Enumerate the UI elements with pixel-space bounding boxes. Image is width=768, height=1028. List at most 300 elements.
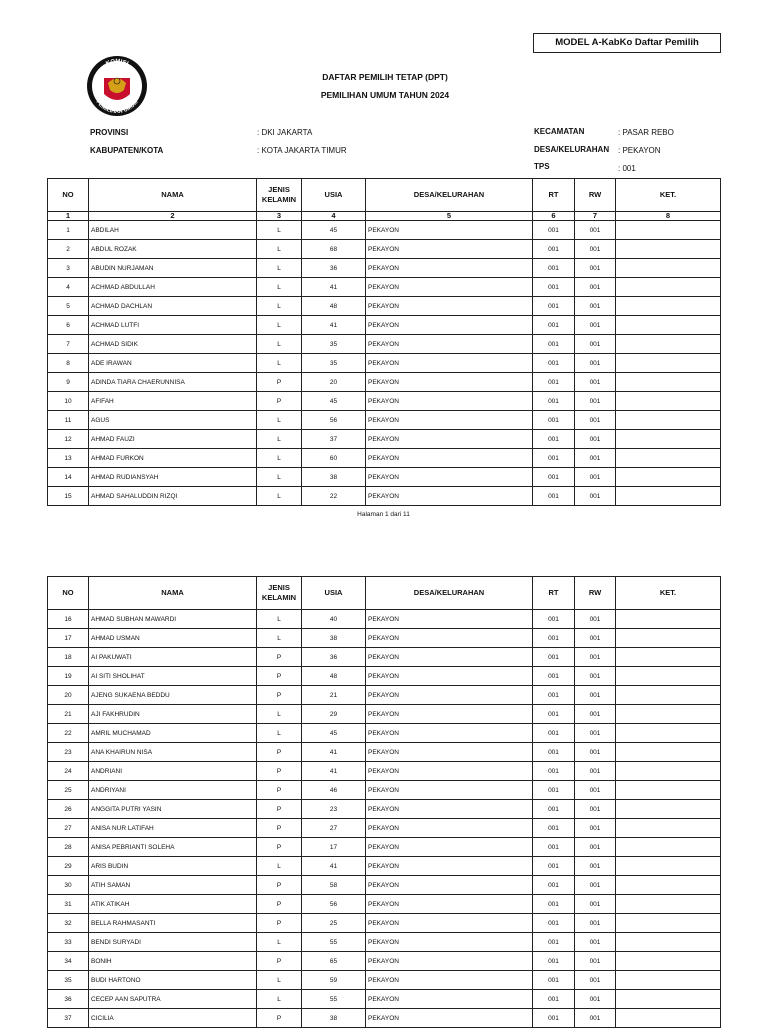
cell-usia: 55 — [302, 933, 366, 952]
voter-table-page1 — [47, 178, 721, 506]
cell-ket — [616, 297, 721, 316]
cell-rw: 001 — [575, 297, 616, 316]
cell-ket — [616, 1009, 721, 1028]
header-no: NO — [48, 577, 89, 610]
cell-rw: 001 — [575, 800, 616, 819]
cell-ket — [616, 762, 721, 781]
tps-value: : 001 — [618, 164, 636, 173]
cell-desa: PEKAYON — [366, 278, 533, 297]
table-row — [48, 743, 721, 762]
cell-rt: 001 — [533, 724, 575, 743]
cell-no: 33 — [48, 933, 89, 952]
cell-desa: PEKAYON — [366, 762, 533, 781]
table-row — [48, 876, 721, 895]
column-number: 6 — [533, 212, 575, 221]
cell-rt: 001 — [533, 430, 575, 449]
header-rw: RW — [575, 577, 616, 610]
cell-nama: ADE IRAWAN — [89, 354, 257, 373]
cell-jenis-kelamin: P — [257, 838, 302, 857]
cell-rw: 001 — [575, 857, 616, 876]
cell-rt: 001 — [533, 933, 575, 952]
table-row — [48, 667, 721, 686]
cell-nama: AHMAD USMAN — [89, 629, 257, 648]
cell-ket — [616, 468, 721, 487]
cell-rt: 001 — [533, 990, 575, 1009]
cell-no: 3 — [48, 259, 89, 278]
cell-rt: 001 — [533, 335, 575, 354]
cell-rt: 001 — [533, 762, 575, 781]
cell-nama: AHMAD SUBHAN MAWARDI — [89, 610, 257, 629]
cell-rt: 001 — [533, 667, 575, 686]
doc-title: DAFTAR PEMILIH TETAP (DPT) — [322, 72, 448, 82]
cell-nama: BUDI HARTONO — [89, 971, 257, 990]
cell-usia: 65 — [302, 952, 366, 971]
cell-rw: 001 — [575, 629, 616, 648]
cell-nama: AHMAD RUDIANSYAH — [89, 468, 257, 487]
cell-desa: PEKAYON — [366, 629, 533, 648]
cell-desa: PEKAYON — [366, 335, 533, 354]
cell-no: 28 — [48, 838, 89, 857]
column-number-row — [48, 212, 721, 221]
cell-desa: PEKAYON — [366, 648, 533, 667]
cell-rt: 001 — [533, 952, 575, 971]
cell-jenis-kelamin: P — [257, 373, 302, 392]
cell-no: 30 — [48, 876, 89, 895]
cell-desa: PEKAYON — [366, 667, 533, 686]
cell-rw: 001 — [575, 686, 616, 705]
cell-desa: PEKAYON — [366, 221, 533, 240]
cell-rw: 001 — [575, 468, 616, 487]
cell-usia: 38 — [302, 1009, 366, 1028]
provinsi-label: PROVINSI — [90, 128, 129, 137]
column-number: 7 — [575, 212, 616, 221]
cell-nama: AMRIL MUCHAMAD — [89, 724, 257, 743]
cell-ket — [616, 259, 721, 278]
cell-rt: 001 — [533, 648, 575, 667]
table-row — [48, 468, 721, 487]
cell-usia: 59 — [302, 971, 366, 990]
cell-rt: 001 — [533, 411, 575, 430]
cell-rt: 001 — [533, 895, 575, 914]
kabupaten-label: KABUPATEN/KOTA — [90, 146, 164, 155]
header-nama: NAMA — [89, 577, 257, 610]
doc-subtitle: PEMILIHAN UMUM TAHUN 2024 — [320, 90, 450, 100]
cell-nama: CICILIA — [89, 1009, 257, 1028]
cell-jenis-kelamin: P — [257, 819, 302, 838]
cell-jenis-kelamin: L — [257, 430, 302, 449]
cell-rt: 001 — [533, 354, 575, 373]
desa-label: DESA/KELURAHAN — [534, 145, 610, 154]
cell-desa: PEKAYON — [366, 990, 533, 1009]
table-row — [48, 297, 721, 316]
table-row — [48, 990, 721, 1009]
cell-usia: 48 — [302, 297, 366, 316]
cell-usia: 46 — [302, 781, 366, 800]
table-row — [48, 610, 721, 629]
cell-no: 5 — [48, 297, 89, 316]
cell-rw: 001 — [575, 335, 616, 354]
cell-usia: 27 — [302, 819, 366, 838]
cell-rt: 001 — [533, 876, 575, 895]
cell-desa: PEKAYON — [366, 1009, 533, 1028]
cell-ket — [616, 354, 721, 373]
cell-no: 37 — [48, 1009, 89, 1028]
cell-jenis-kelamin: L — [257, 221, 302, 240]
cell-rw: 001 — [575, 487, 616, 506]
cell-rw: 001 — [575, 259, 616, 278]
cell-usia: 38 — [302, 629, 366, 648]
cell-jenis-kelamin: L — [257, 857, 302, 876]
cell-ket — [616, 392, 721, 411]
cell-rw: 001 — [575, 411, 616, 430]
cell-nama: CECEP AAN SAPUTRA — [89, 990, 257, 1009]
cell-ket — [616, 952, 721, 971]
cell-usia: 40 — [302, 610, 366, 629]
cell-desa: PEKAYON — [366, 724, 533, 743]
cell-desa: PEKAYON — [366, 895, 533, 914]
cell-nama: AJI FAKHRUDIN — [89, 705, 257, 724]
cell-nama: ANDRIYANI — [89, 781, 257, 800]
cell-ket — [616, 667, 721, 686]
cell-desa: PEKAYON — [366, 838, 533, 857]
cell-desa: PEKAYON — [366, 800, 533, 819]
cell-no: 1 — [48, 221, 89, 240]
header-desa: DESA/KELURAHAN — [366, 179, 533, 212]
cell-usia: 25 — [302, 914, 366, 933]
cell-nama: ANA KHAIRUN NISA — [89, 743, 257, 762]
table-row — [48, 914, 721, 933]
cell-jenis-kelamin: L — [257, 990, 302, 1009]
cell-no: 32 — [48, 914, 89, 933]
header-jenis-kelamin: JENIS KELAMIN — [257, 179, 302, 212]
cell-nama: BENDI SURYADI — [89, 933, 257, 952]
cell-ket — [616, 838, 721, 857]
cell-rw: 001 — [575, 240, 616, 259]
cell-jenis-kelamin: P — [257, 392, 302, 411]
cell-rw: 001 — [575, 610, 616, 629]
cell-rw: 001 — [575, 724, 616, 743]
cell-jenis-kelamin: L — [257, 335, 302, 354]
cell-nama: ACHMAD SIDIK — [89, 335, 257, 354]
cell-rt: 001 — [533, 278, 575, 297]
cell-no: 13 — [48, 449, 89, 468]
cell-nama: BELLA RAHMASANTI — [89, 914, 257, 933]
cell-ket — [616, 449, 721, 468]
cell-jenis-kelamin: P — [257, 781, 302, 800]
cell-rt: 001 — [533, 392, 575, 411]
cell-jenis-kelamin: P — [257, 952, 302, 971]
cell-ket — [616, 933, 721, 952]
cell-jenis-kelamin: P — [257, 800, 302, 819]
cell-usia: 60 — [302, 449, 366, 468]
cell-jenis-kelamin: P — [257, 648, 302, 667]
cell-ket — [616, 724, 721, 743]
cell-usia: 38 — [302, 468, 366, 487]
cell-nama: ARIS BUDIN — [89, 857, 257, 876]
cell-rw: 001 — [575, 392, 616, 411]
cell-ket — [616, 857, 721, 876]
cell-desa: PEKAYON — [366, 487, 533, 506]
cell-rt: 001 — [533, 240, 575, 259]
svg-text:PEMILIHAN UMUM: PEMILIHAN UMUM — [94, 99, 140, 116]
table-row — [48, 354, 721, 373]
cell-ket — [616, 610, 721, 629]
model-label: MODEL A-KabKo Daftar Pemilih — [533, 33, 721, 53]
cell-ket — [616, 373, 721, 392]
cell-ket — [616, 971, 721, 990]
table-row — [48, 629, 721, 648]
table-row — [48, 240, 721, 259]
cell-rt: 001 — [533, 373, 575, 392]
cell-rw: 001 — [575, 838, 616, 857]
cell-desa: PEKAYON — [366, 971, 533, 990]
cell-rw: 001 — [575, 354, 616, 373]
cell-nama: AFIFAH — [89, 392, 257, 411]
cell-rt: 001 — [533, 838, 575, 857]
cell-jenis-kelamin: L — [257, 610, 302, 629]
cell-ket — [616, 990, 721, 1009]
header-nama: NAMA — [89, 179, 257, 212]
tps-label: TPS — [534, 162, 550, 171]
cell-usia: 22 — [302, 487, 366, 506]
cell-rt: 001 — [533, 468, 575, 487]
column-number: 5 — [366, 212, 533, 221]
cell-rt: 001 — [533, 686, 575, 705]
cell-desa: PEKAYON — [366, 240, 533, 259]
cell-jenis-kelamin: P — [257, 895, 302, 914]
cell-rt: 001 — [533, 857, 575, 876]
cell-usia: 36 — [302, 259, 366, 278]
cell-jenis-kelamin: L — [257, 487, 302, 506]
cell-no: 11 — [48, 411, 89, 430]
cell-usia: 41 — [302, 743, 366, 762]
cell-usia: 58 — [302, 876, 366, 895]
column-number: 3 — [257, 212, 302, 221]
cell-rt: 001 — [533, 297, 575, 316]
cell-rt: 001 — [533, 449, 575, 468]
cell-ket — [616, 335, 721, 354]
header-rt: RT — [533, 179, 575, 212]
cell-jenis-kelamin: L — [257, 705, 302, 724]
table-row — [48, 705, 721, 724]
cell-no: 2 — [48, 240, 89, 259]
cell-no: 9 — [48, 373, 89, 392]
cell-nama: ANGGITA PUTRI YASIN — [89, 800, 257, 819]
cell-desa: PEKAYON — [366, 411, 533, 430]
cell-jenis-kelamin: P — [257, 743, 302, 762]
cell-jenis-kelamin: P — [257, 686, 302, 705]
kpu-logo — [86, 50, 148, 120]
cell-desa: PEKAYON — [366, 468, 533, 487]
cell-desa: PEKAYON — [366, 373, 533, 392]
cell-ket — [616, 278, 721, 297]
cell-desa: PEKAYON — [366, 392, 533, 411]
cell-rw: 001 — [575, 990, 616, 1009]
cell-usia: 35 — [302, 335, 366, 354]
cell-desa: PEKAYON — [366, 430, 533, 449]
cell-rt: 001 — [533, 487, 575, 506]
cell-no: 24 — [48, 762, 89, 781]
cell-no: 27 — [48, 819, 89, 838]
cell-no: 17 — [48, 629, 89, 648]
cell-usia: 56 — [302, 411, 366, 430]
cell-ket — [616, 705, 721, 724]
column-number: 2 — [89, 212, 257, 221]
cell-rt: 001 — [533, 1009, 575, 1028]
header-rw: RW — [575, 179, 616, 212]
cell-usia: 29 — [302, 705, 366, 724]
cell-desa: PEKAYON — [366, 686, 533, 705]
cell-no: 7 — [48, 335, 89, 354]
cell-usia: 45 — [302, 724, 366, 743]
table-row — [48, 278, 721, 297]
cell-desa: PEKAYON — [366, 316, 533, 335]
cell-rt: 001 — [533, 743, 575, 762]
cell-jenis-kelamin: L — [257, 971, 302, 990]
cell-nama: ACHMAD LUTFI — [89, 316, 257, 335]
header-ket: KET. — [616, 577, 721, 610]
cell-desa: PEKAYON — [366, 259, 533, 278]
header-no: NO — [48, 179, 89, 212]
cell-jenis-kelamin: L — [257, 933, 302, 952]
table-row — [48, 1009, 721, 1028]
cell-no: 20 — [48, 686, 89, 705]
kecamatan-value: : PASAR REBO — [618, 128, 674, 137]
page-footer: Halaman 1 dari 11 — [357, 511, 410, 518]
cell-rt: 001 — [533, 800, 575, 819]
cell-jenis-kelamin: P — [257, 762, 302, 781]
cell-usia: 45 — [302, 221, 366, 240]
cell-jenis-kelamin: L — [257, 449, 302, 468]
header-desa: DESA/KELURAHAN — [366, 577, 533, 610]
cell-rw: 001 — [575, 278, 616, 297]
cell-usia: 55 — [302, 990, 366, 1009]
cell-nama: ABUDIN NURJAMAN — [89, 259, 257, 278]
cell-no: 18 — [48, 648, 89, 667]
cell-nama: AHMAD FAUZI — [89, 430, 257, 449]
cell-no: 4 — [48, 278, 89, 297]
cell-no: 35 — [48, 971, 89, 990]
cell-usia: 41 — [302, 278, 366, 297]
table-row — [48, 781, 721, 800]
cell-no: 6 — [48, 316, 89, 335]
table-row — [48, 952, 721, 971]
table-row — [48, 335, 721, 354]
cell-nama: ANISA NUR LATIFAH — [89, 819, 257, 838]
cell-rw: 001 — [575, 449, 616, 468]
cell-no: 25 — [48, 781, 89, 800]
cell-rt: 001 — [533, 316, 575, 335]
cell-no: 21 — [48, 705, 89, 724]
cell-no: 19 — [48, 667, 89, 686]
cell-no: 15 — [48, 487, 89, 506]
cell-jenis-kelamin: P — [257, 876, 302, 895]
cell-nama: ATIK ATIKAH — [89, 895, 257, 914]
cell-rw: 001 — [575, 819, 616, 838]
cell-usia: 45 — [302, 392, 366, 411]
cell-ket — [616, 895, 721, 914]
table-row — [48, 411, 721, 430]
cell-no: 36 — [48, 990, 89, 1009]
cell-nama: AI SITI SHOLIHAT — [89, 667, 257, 686]
header-usia: USIA — [302, 179, 366, 212]
table-row — [48, 487, 721, 506]
cell-rw: 001 — [575, 933, 616, 952]
cell-desa: PEKAYON — [366, 952, 533, 971]
cell-no: 26 — [48, 800, 89, 819]
table-row — [48, 838, 721, 857]
cell-ket — [616, 648, 721, 667]
cell-rw: 001 — [575, 316, 616, 335]
cell-usia: 35 — [302, 354, 366, 373]
cell-rw: 001 — [575, 667, 616, 686]
cell-rw: 001 — [575, 876, 616, 895]
cell-ket — [616, 819, 721, 838]
cell-nama: BONIH — [89, 952, 257, 971]
cell-rw: 001 — [575, 781, 616, 800]
cell-usia: 17 — [302, 838, 366, 857]
kabupaten-value: : KOTA JAKARTA TIMUR — [257, 146, 347, 155]
cell-nama: ATIH SAMAN — [89, 876, 257, 895]
cell-desa: PEKAYON — [366, 705, 533, 724]
cell-no: 8 — [48, 354, 89, 373]
cell-nama: AHMAD SAHALUDDIN RIZQI — [89, 487, 257, 506]
table-row — [48, 430, 721, 449]
cell-no: 29 — [48, 857, 89, 876]
cell-rw: 001 — [575, 221, 616, 240]
cell-desa: PEKAYON — [366, 610, 533, 629]
cell-desa: PEKAYON — [366, 914, 533, 933]
cell-desa: PEKAYON — [366, 819, 533, 838]
column-number: 1 — [48, 212, 89, 221]
table-row — [48, 895, 721, 914]
cell-desa: PEKAYON — [366, 781, 533, 800]
header-rt: RT — [533, 577, 575, 610]
cell-ket — [616, 221, 721, 240]
table-row — [48, 819, 721, 838]
cell-jenis-kelamin: L — [257, 629, 302, 648]
cell-nama: AGUS — [89, 411, 257, 430]
cell-usia: 36 — [302, 648, 366, 667]
cell-usia: 41 — [302, 316, 366, 335]
cell-ket — [616, 411, 721, 430]
header-ket: KET. — [616, 179, 721, 212]
column-number: 8 — [616, 212, 721, 221]
cell-rt: 001 — [533, 610, 575, 629]
cell-jenis-kelamin: L — [257, 411, 302, 430]
cell-nama: ABDILAH — [89, 221, 257, 240]
cell-rw: 001 — [575, 762, 616, 781]
cell-jenis-kelamin: L — [257, 259, 302, 278]
cell-usia: 37 — [302, 430, 366, 449]
cell-ket — [616, 240, 721, 259]
cell-usia: 56 — [302, 895, 366, 914]
desa-value: : PEKAYON — [618, 146, 661, 155]
cell-ket — [616, 487, 721, 506]
cell-jenis-kelamin: L — [257, 278, 302, 297]
cell-jenis-kelamin: L — [257, 468, 302, 487]
table-row — [48, 449, 721, 468]
table-row — [48, 933, 721, 952]
cell-rw: 001 — [575, 952, 616, 971]
cell-rt: 001 — [533, 629, 575, 648]
cell-nama: AJENG SUKAENA BEDDU — [89, 686, 257, 705]
cell-rt: 001 — [533, 705, 575, 724]
table-row — [48, 259, 721, 278]
column-number: 4 — [302, 212, 366, 221]
cell-ket — [616, 316, 721, 335]
cell-usia: 21 — [302, 686, 366, 705]
